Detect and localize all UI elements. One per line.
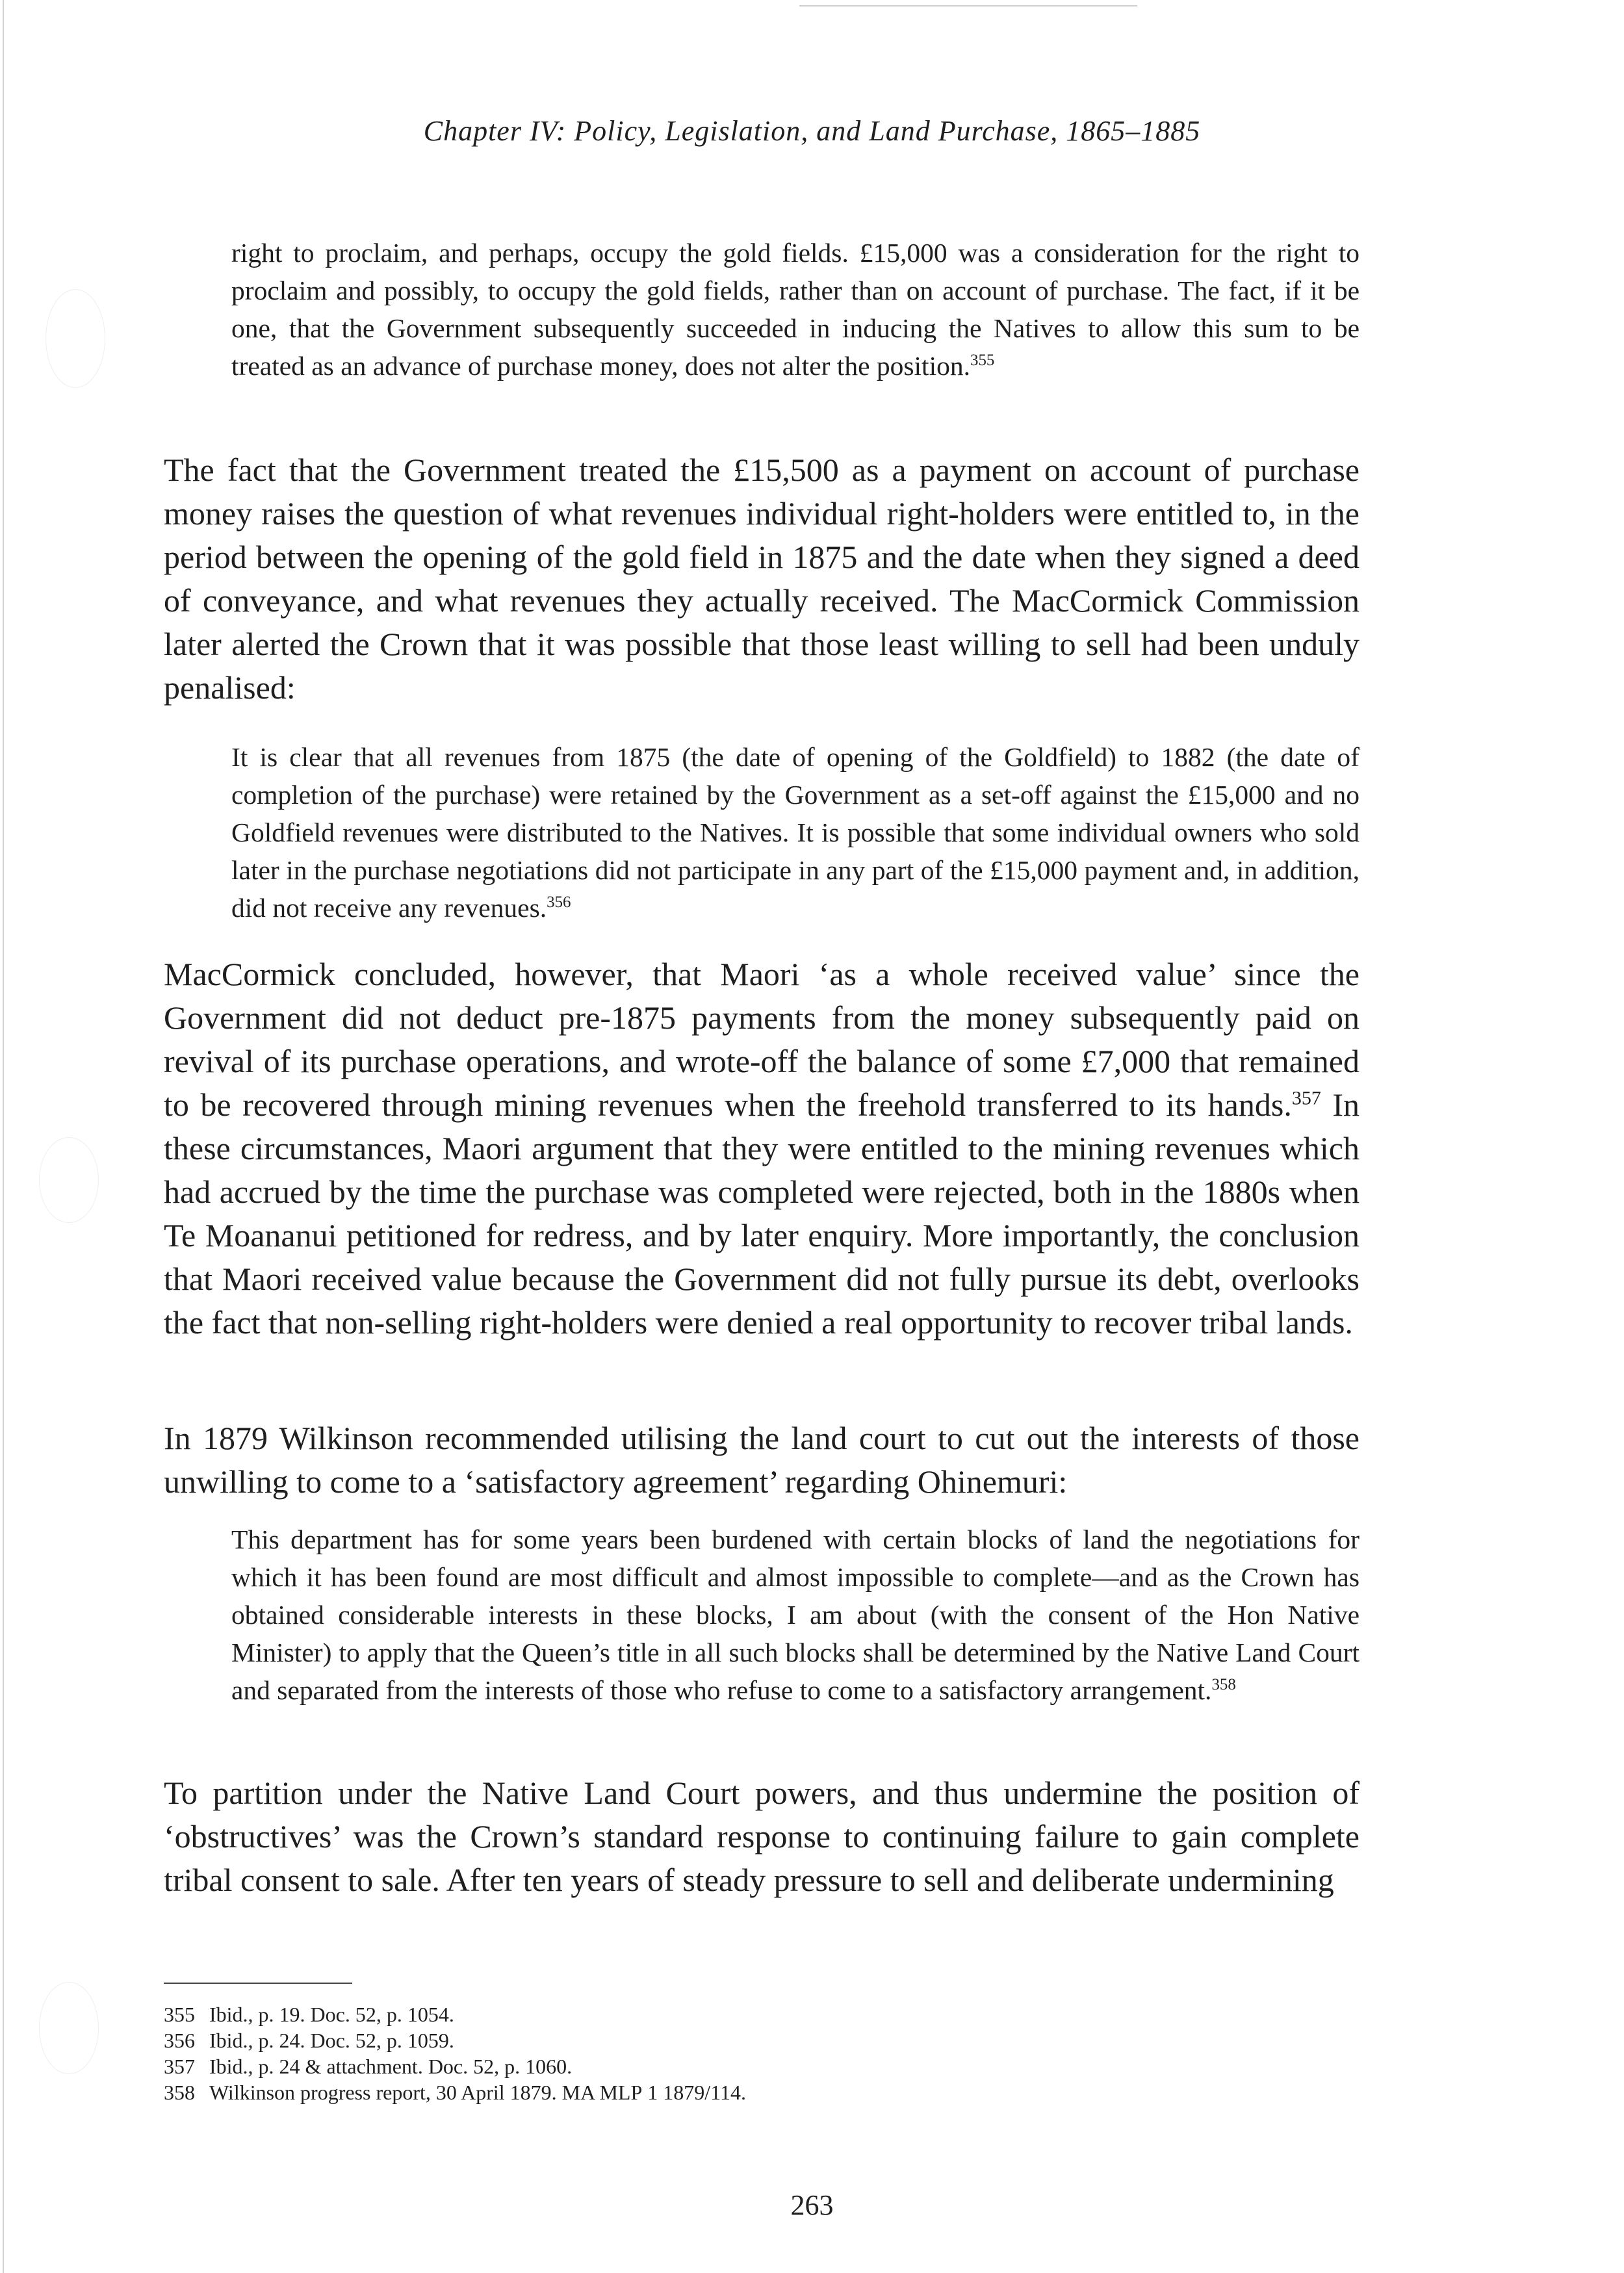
paragraph-3 bbox=[164, 1417, 1360, 1504]
paragraph-text: In 1879 Wilkinson recommended utilising the land court to cut out the interests of those unwilling to come to a ‘satisfactory agreement’ regarding Ohinemuri: bbox=[164, 1420, 1360, 1500]
page-edge-line bbox=[3, 0, 4, 2273]
footnote-355 bbox=[164, 2001, 1360, 2027]
footnote-ref-358[interactable]: 358 bbox=[1211, 1676, 1236, 1694]
footnote-text: Ibid., p. 24 & attachment. Doc. 52, p. 1060. bbox=[209, 2055, 573, 2078]
footnotes bbox=[164, 2001, 1360, 2105]
footnote-ref-356[interactable]: 356 bbox=[547, 893, 571, 912]
scan-smudge bbox=[39, 1982, 99, 2074]
footnote-rule bbox=[164, 1983, 352, 1984]
footnote-text: Wilkinson progress report, 30 April 1879. bbox=[209, 2081, 562, 2104]
block-quote-1 bbox=[231, 234, 1360, 385]
page-number: 263 bbox=[790, 2189, 834, 2221]
footnote-number: 358 bbox=[164, 2081, 195, 2104]
footnote-356 bbox=[164, 2027, 1360, 2053]
archive-reference: MA MLP bbox=[561, 2081, 643, 2104]
quote-text: It is clear that all revenues from 1875 (the date of opening of the Goldfield) to 1882 (the date of completion of the purchase) were retained by the Government as a set-off against the £15,000 and no Goldfield revenues were distributed to the Natives. It is possible that some individual owners who sold later in the purchase negotiations did not participate in any part of the £15,000 payment and, in addition, did not receive any revenues. bbox=[231, 742, 1360, 923]
paragraph-text: MacCormick concluded, however, that Maori ‘as a whole received value’ since the Government did not deduct pre-1875 payments from the money subsequently paid on revival of its purchase operations, and wrote-off the balance of some £7,000 that remained to be recovered through mining revenues when the freehold transferred to its hands. bbox=[164, 956, 1360, 1123]
footnote-number: 357 bbox=[164, 2055, 195, 2078]
paragraph-text: In these circumstances, Maori argument that they were entitled to the mining revenues which had accrued by the time the purchase was completed were rejected, both in the 1880s when Te Moananui petitioned for redress, and by later enquiry. More importantly, the conclusion that Maori received value because the Government did not fully pursue its debt, overlooks the fact that non-selling right-holders were denied a real opportunity to recover tribal lands. bbox=[164, 1086, 1360, 1341]
paragraph-text: To partition under the Native Land Court powers, and thus undermine the position of ‘obstructives’ was the Crown’s standard response to continuing failure to gain complete tribal consent to sale. After ten years of steady pressure to sell and deliberate undermining bbox=[164, 1775, 1360, 1898]
paragraph-4 bbox=[164, 1771, 1360, 1902]
footnote-ref-357[interactable]: 357 bbox=[1291, 1087, 1321, 1109]
footnote-text: Ibid., p. 24. Doc. 52, p. 1059. bbox=[209, 2029, 454, 2052]
paragraph-1 bbox=[164, 448, 1360, 710]
footnote-number: 355 bbox=[164, 2003, 195, 2026]
footnote-text: 1 1879/114. bbox=[642, 2081, 746, 2104]
running-header: Chapter IV: Policy, Legislation, and Land Purchase, 1865–1885 bbox=[423, 115, 1201, 147]
quote-text: right to proclaim, and perhaps, occupy the gold fields. £15,000 was a consideration for the right to proclaim and possibly, to occupy the gold fields, rather than on account of purchase. The fact, if it be one, that the Government subsequently succeeded in inducing the Natives to allow this sum to be treated as an advance of purchase money, does not alter the position. bbox=[231, 238, 1360, 381]
scan-smudge bbox=[45, 289, 105, 388]
block-quote-3 bbox=[231, 1521, 1360, 1709]
footnote-text: Ibid., p. 19. Doc. 52, p. 1054. bbox=[209, 2003, 454, 2026]
footnote-357 bbox=[164, 2053, 1360, 2079]
block-quote-2 bbox=[231, 738, 1360, 927]
scan-smudge bbox=[39, 1137, 99, 1223]
footnote-number: 356 bbox=[164, 2029, 195, 2052]
footnote-ref-355[interactable]: 355 bbox=[970, 352, 995, 370]
quote-text: This department has for some years been burdened with certain blocks of land the negotiations for which it has been found are most difficult and almost impossible to complete—and as the Crown has obtained considerable interests in these blocks, I am about (with the consent of the Hon Native Minister) to apply that the Queen’s title in all such blocks shall be determined by the Native Land Court and separated from the interests of those who refuse to come to a satisfactory arrangement. bbox=[231, 1524, 1360, 1705]
paragraph-text: The fact that the Government treated the £15,500 as a payment on account of purchase money raises the question of what revenues individual right-holders were entitled to, in the period between the opening of the gold field in 1875 and the date when they signed a deed of conveyance, and what revenues they actually received. The MacCormick Commission later alerted the Crown that it was possible that those least willing to sell had been unduly penalised: bbox=[164, 452, 1360, 706]
top-rule bbox=[799, 5, 1137, 6]
paragraph-2 bbox=[164, 953, 1360, 1344]
footnote-358 bbox=[164, 2079, 1360, 2105]
